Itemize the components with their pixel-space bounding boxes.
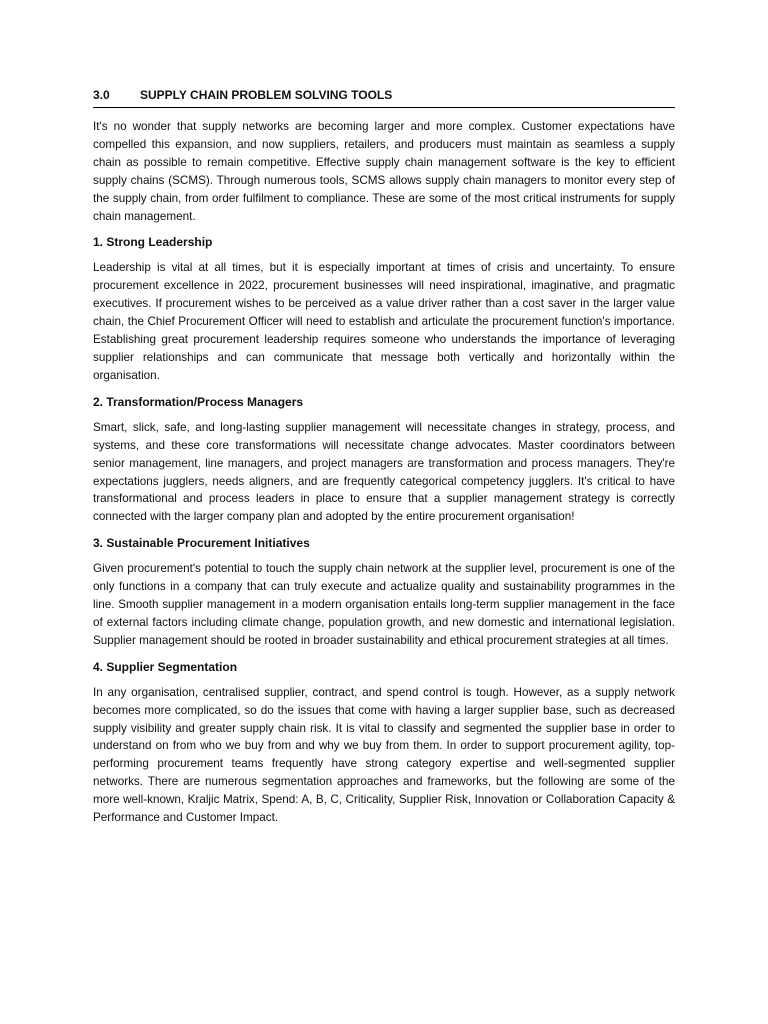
subsection-heading-sustainable-procurement: 3. Sustainable Procurement Initiatives (93, 536, 310, 551)
section-heading (93, 86, 675, 108)
subsection-heading-strong-leadership: 1. Strong Leadership (93, 235, 213, 250)
subsection-heading-supplier-segmentation: 4. Supplier Segmentation (93, 659, 238, 674)
subsection-body-sustainable-procurement: Given procurement's potential to touch the supply chain network at the supplier level, procurement is one of the only functions in a company that can truly execute and actualize quality and sustainability programmes in the line. Smooth supplier management in a modern organisation entails long-term supplier management in the face of external factors including climate change, population growth, and new domestic and international legislation. Supplier management should be rooted in broader sustainability and ethical procurement strategies at all times. (93, 562, 675, 647)
intro-paragraph: It's no wonder that supply networks are becoming larger and more complex. Customer expectations have compelled this expansion, and now suppliers, retailers, and producers must maintain as seamless a supply chain as possible to remain competitive. Effective supply chain management software is the key to efficient supply chains (SCMS). Through numerous tools, SCMS allows supply chain managers to monitor every step of the supply chain, from order fulfilment to compliance. These are some of the most critical instruments for supply chain management. (93, 120, 675, 223)
subsection-body-transformation-managers: Smart, slick, safe, and long-lasting supplier management will necessitate changes in strategy, process, and systems, and these core transformations will necessitate change advocates. Master coordinators between senior management, line managers, and project managers are transformation and process managers. They're expectations jugglers, needs aligners, and are frequently categorical competency jugglers. It's critical to have transformational and process leaders in place to ensure that a supplier management strategy is correctly connected with the larger company plan and adopted by the entire procurement organisation! (93, 420, 675, 524)
subsection-body-supplier-segmentation: In any organisation, centralised supplier, contract, and spend control is tough. However, as a supply network becomes more complicated, so do the issues that come with having a larger supplier base, such as decreased supply visibility and greater supply chain risk. It is vital to classify and segmented the supplier base in order to understand on from who we buy from and why we buy from them. In order to support procurement agility, top-performing procurement teams frequently have strong category expertise and well-segmented supplier networks. There are numerous segmentation approaches and frameworks, but the following are some of the more well-known, Kraljic Matrix, Spend: A, B, C, Criticality, Supplier Risk, Innovation or Collaboration Capacity & Performance and Customer Impact. (93, 685, 675, 825)
section-number: 3.0 (93, 88, 110, 102)
section-title: SUPPLY CHAIN PROBLEM SOLVING TOOLS (140, 88, 393, 102)
document-page (93, 86, 675, 835)
subsection-heading-transformation-managers: 2. Transformation/Process Managers (93, 394, 304, 409)
subsection-body-strong-leadership: Leadership is vital at all times, but it is especially important at times of crisis and uncertainty. To ensure procurement excellence in 2022, procurement businesses will need inspirational, imaginative, and pragmatic executives. If procurement wishes to be perceived as a value driver rather than a cost saver in the larger value chain, the Chief Procurement Officer will need to establish and articulate the procurement function's importance. Establishing great procurement leadership requires someone who understands the importance of leveraging supplier relationships and can communicate that message both vertically and horizontally within the organisation. (93, 261, 675, 382)
